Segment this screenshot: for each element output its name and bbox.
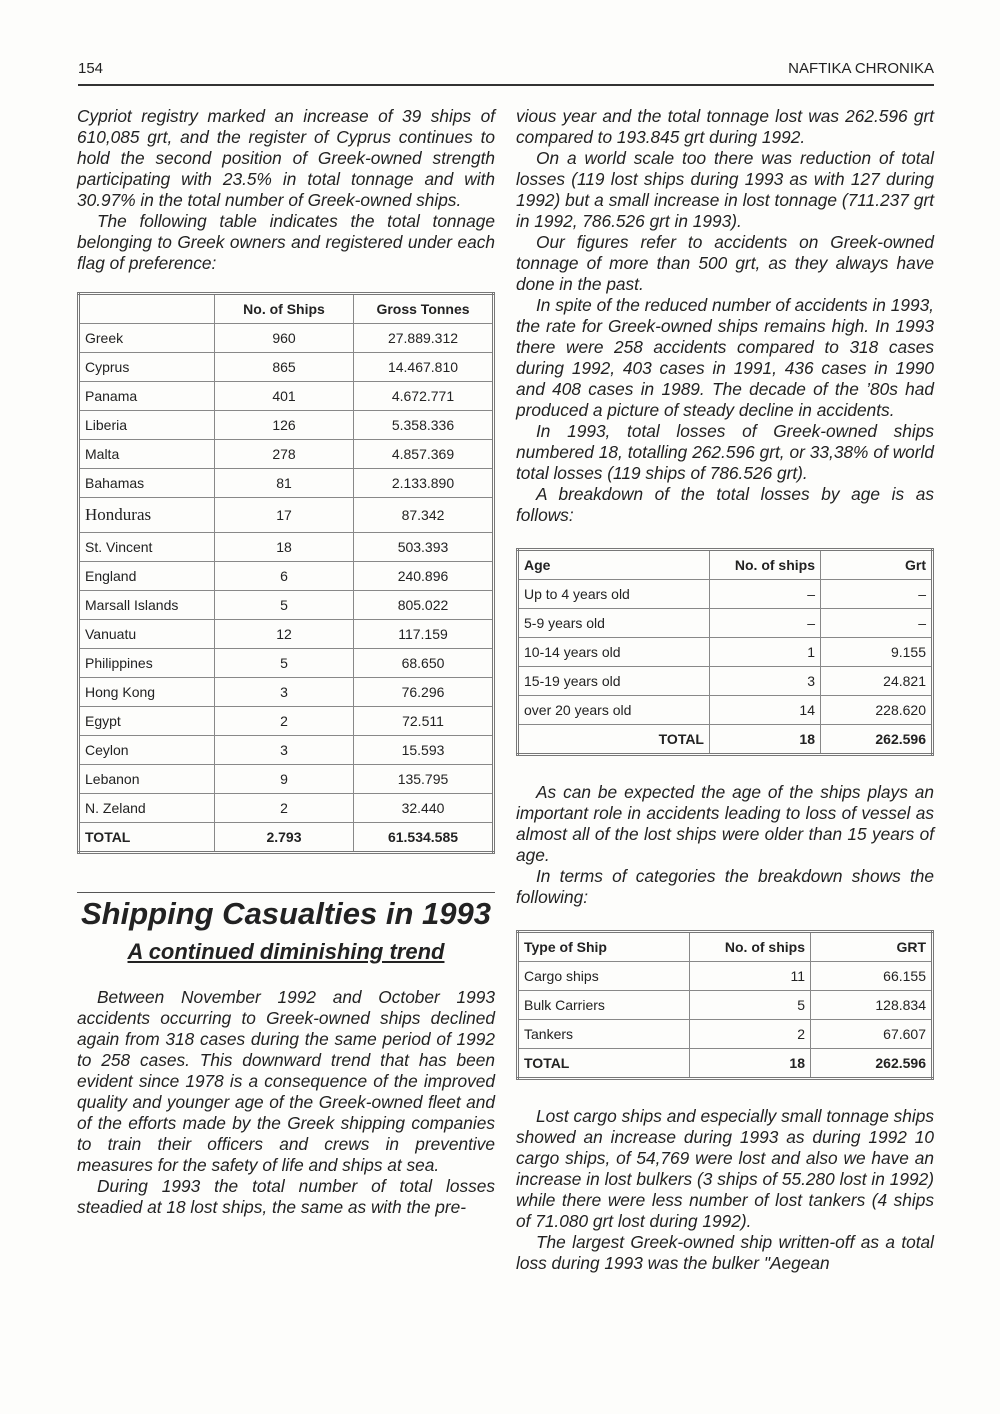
table-cell-tonnes: 68.650 [354, 649, 494, 678]
section-divider [77, 892, 495, 893]
table-cell-type: Bulk Carriers [518, 991, 690, 1020]
table-cell-ships: 865 [215, 353, 354, 382]
table-row [79, 591, 494, 620]
table-row [79, 678, 494, 707]
table-cell-ships: 9 [215, 765, 354, 794]
table-header: Grt [821, 550, 933, 580]
table-cell-tonnes: 15.593 [354, 736, 494, 765]
table-row [518, 580, 933, 609]
total-ships: 2.793 [215, 823, 354, 853]
table-cell-flag: England [79, 562, 215, 591]
table-cell-grt: 128.834 [811, 991, 933, 1020]
table-cell-tonnes: 5.358.336 [354, 411, 494, 440]
table-cell-ships: 5 [690, 991, 811, 1020]
table-cell-ships: 2 [690, 1020, 811, 1049]
table-cell-flag: Greek [79, 324, 215, 353]
table-cell-ships: 3 [215, 678, 354, 707]
table-cell-tonnes: 240.896 [354, 562, 494, 591]
table-cell-tonnes: 4.672.771 [354, 382, 494, 411]
article-subheading: A continued diminishing trend [127, 939, 445, 964]
table-cell-flag: Ceylon [79, 736, 215, 765]
table-cell-age: Up to 4 years old [518, 580, 710, 609]
flag-tonnage-table [77, 292, 495, 854]
losses-by-age-table [516, 548, 934, 756]
table-cell-flag: N. Zeland [79, 794, 215, 823]
table-row [518, 1020, 933, 1049]
table-cell-ships: 126 [215, 411, 354, 440]
table-cell-ships: 401 [215, 382, 354, 411]
table-row [518, 696, 933, 725]
table-row [79, 411, 494, 440]
table-cell-ships: 1 [710, 638, 821, 667]
table-row [79, 794, 494, 823]
table-row [79, 620, 494, 649]
table-cell-flag: Egypt [79, 707, 215, 736]
table-cell-tonnes: 32.440 [354, 794, 494, 823]
table-header: Age [518, 550, 710, 580]
table-cell-tonnes: 87.342 [354, 498, 494, 533]
table-row [79, 736, 494, 765]
paragraph: In spite of the reduced number of accidents in 1993, the rate for Greek-owned ships remains high. In 1993 there were 258 accidents compared to 318 cases during 1992, 403 cases in 1991, 436 cases in 1990 and 408 cases in 1989. The decade of the ’80s had produced a picture of steady decline in accidents. [516, 295, 934, 420]
table-row [518, 638, 933, 667]
table-row [79, 707, 494, 736]
table-cell-age: 10-14 years old [518, 638, 710, 667]
table-cell-tonnes: 805.022 [354, 591, 494, 620]
table-cell-flag: Bahamas [79, 469, 215, 498]
table-cell-ships: – [710, 580, 821, 609]
table-header: Type of Ship [518, 932, 690, 962]
paragraph: On a world scale too there was reduction of total losses (119 lost ships during 1993 as with 127 during 1992) but a small increase in lost tonnage (711.237 grt in 1992, 786.526 grt in 1993). [516, 148, 934, 231]
left-column [77, 106, 495, 1218]
total-label: TOTAL [518, 1049, 690, 1079]
table-row [518, 667, 933, 696]
table-row [518, 609, 933, 638]
losses-by-type-table [516, 930, 934, 1080]
table-row [79, 353, 494, 382]
table-cell-ships: 3 [710, 667, 821, 696]
table-row [518, 991, 933, 1020]
table-header: GRT [811, 932, 933, 962]
table-cell-ships: 11 [690, 962, 811, 991]
table-cell-tonnes: 76.296 [354, 678, 494, 707]
table-row [518, 962, 933, 991]
paragraph: In terms of categories the breakdown shows the following: [516, 866, 934, 907]
right-column [516, 106, 934, 1274]
table-cell-ships: 2 [215, 707, 354, 736]
table-cell-tonnes: 14.467.810 [354, 353, 494, 382]
table-cell-flag: Malta [79, 440, 215, 469]
total-grt: 262.596 [811, 1049, 933, 1079]
table-cell-ships: 12 [215, 620, 354, 649]
page-header [78, 58, 934, 86]
table-cell-flag: Philippines [79, 649, 215, 678]
table-row [79, 765, 494, 794]
table-row [79, 382, 494, 411]
table-cell-type: Tankers [518, 1020, 690, 1049]
table-cell-age: over 20 years old [518, 696, 710, 725]
table-cell-ships: 3 [215, 736, 354, 765]
publication-title: NAFTIKA CHRONIKA [788, 60, 934, 77]
table-cell-flag: Lebanon [79, 765, 215, 794]
table-cell-grt: – [821, 580, 933, 609]
table-cell-ships: 2 [215, 794, 354, 823]
paragraph: Between November 1992 and October 1993 accidents occurring to Greek-owned ships declined again from 318 cases during the same period of 1992 to 258 cases. This downward trend that has been evident since 1978 is a consequence of the improved quality and younger age of the Greek-owned fleet and of the efforts made by the Greek shipping companies to train their officers and crews in preventive measures for the safety of life and ships at sea. [77, 987, 495, 1175]
table-cell-tonnes: 117.159 [354, 620, 494, 649]
table-cell-ships: 18 [215, 533, 354, 562]
total-grt: 262.596 [821, 725, 933, 755]
table-cell-ships: 6 [215, 562, 354, 591]
table-cell-flag: Panama [79, 382, 215, 411]
table-header [79, 294, 215, 324]
table-cell-tonnes: 4.857.369 [354, 440, 494, 469]
table-header: No. of Ships [215, 294, 354, 324]
table-row [79, 440, 494, 469]
table-header: Gross Tonnes [354, 294, 494, 324]
paragraph: vious year and the total tonnage lost was 262.596 grt compared to 193.845 grt during 1992. [516, 106, 934, 147]
paragraph: Cypriot registry marked an increase of 39 ships of 610,085 grt, and the register of Cyprus continues to hold the second position of Greek-owned strength participating with 23.5% in total tonnage and with 30.97% in the total number of Greek-owned ships. [77, 106, 495, 210]
table-cell-ships: 81 [215, 469, 354, 498]
table-cell-grt: 9.155 [821, 638, 933, 667]
table-cell-grt: 66.155 [811, 962, 933, 991]
table-cell-tonnes: 27.889.312 [354, 324, 494, 353]
paragraph: The following table indicates the total tonnage belonging to Greek owners and registered under each flag of preference: [77, 211, 495, 273]
table-cell-flag: Hong Kong [79, 678, 215, 707]
table-cell-flag: Honduras [79, 498, 215, 533]
total-ships: 18 [690, 1049, 811, 1079]
table-cell-age: 15-19 years old [518, 667, 710, 696]
table-cell-grt: – [821, 609, 933, 638]
table-row [79, 562, 494, 591]
table-total-row [79, 823, 494, 853]
total-label: TOTAL [518, 725, 710, 755]
total-ships: 18 [710, 725, 821, 755]
paragraph: During 1993 the total number of total losses steadied at 18 lost ships, the same as with the pre- [77, 1176, 495, 1217]
table-cell-tonnes: 503.393 [354, 533, 494, 562]
table-total-row [518, 1049, 933, 1079]
table-cell-ships: 14 [710, 696, 821, 725]
table-cell-grt: 67.607 [811, 1020, 933, 1049]
table-header-row [518, 932, 933, 962]
table-total-row [518, 725, 933, 755]
table-cell-flag: Vanuatu [79, 620, 215, 649]
table-cell-ships: 5 [215, 649, 354, 678]
table-cell-flag: Liberia [79, 411, 215, 440]
table-row [79, 649, 494, 678]
table-cell-tonnes: 135.795 [354, 765, 494, 794]
table-cell-tonnes: 2.133.890 [354, 469, 494, 498]
table-cell-flag: St. Vincent [79, 533, 215, 562]
article-headline: Shipping Casualties in 1993 [80, 896, 491, 931]
table-cell-grt: 228.620 [821, 696, 933, 725]
paragraph: Lost cargo ships and especially small tonnage ships showed an increase during 1993 as during 1992 10 cargo ships, of 54,769 were lost and also we have an increase in lost bulkers (3 ships of 55.280 lost in 1992) while there were less number of lost tankers (4 ships of 71.080 grt lost during 1992). [516, 1106, 934, 1231]
table-row [79, 533, 494, 562]
total-label: TOTAL [79, 823, 215, 853]
table-cell-tonnes: 72.511 [354, 707, 494, 736]
total-tonnes: 61.534.585 [354, 823, 494, 853]
table-cell-grt: 24.821 [821, 667, 933, 696]
paragraph: The largest Greek-owned ship written-off as a total loss during 1993 was the bulker "Aegean [516, 1232, 934, 1273]
table-cell-flag: Marsall Islands [79, 591, 215, 620]
page-number: 154 [78, 60, 104, 77]
table-cell-ships: 960 [215, 324, 354, 353]
table-header: No. of ships [710, 550, 821, 580]
table-cell-type: Cargo ships [518, 962, 690, 991]
table-header-row [79, 294, 494, 324]
table-cell-ships: – [710, 609, 821, 638]
table-cell-flag: Cyprus [79, 353, 215, 382]
table-row [79, 498, 494, 533]
table-header-row [518, 550, 933, 580]
table-cell-age: 5-9 years old [518, 609, 710, 638]
table-cell-ships: 278 [215, 440, 354, 469]
table-row [79, 469, 494, 498]
paragraph: A breakdown of the total losses by age is as follows: [516, 484, 934, 525]
paragraph: In 1993, total losses of Greek-owned ships numbered 18, totalling 262.596 grt, or 33,38% of world total losses (119 ships of 786.526 grt). [516, 421, 934, 483]
table-cell-ships: 5 [215, 591, 354, 620]
paragraph: As can be expected the age of the ships plays an important role in accidents leading to loss of vessel as almost all of the lost ships were older than 15 years of age. [516, 782, 934, 865]
paragraph: Our figures refer to accidents on Greek-owned tonnage of more than 500 grt, as they always have done in the past. [516, 232, 934, 294]
table-header: No. of ships [690, 932, 811, 962]
table-cell-ships: 17 [215, 498, 354, 533]
table-row [79, 324, 494, 353]
